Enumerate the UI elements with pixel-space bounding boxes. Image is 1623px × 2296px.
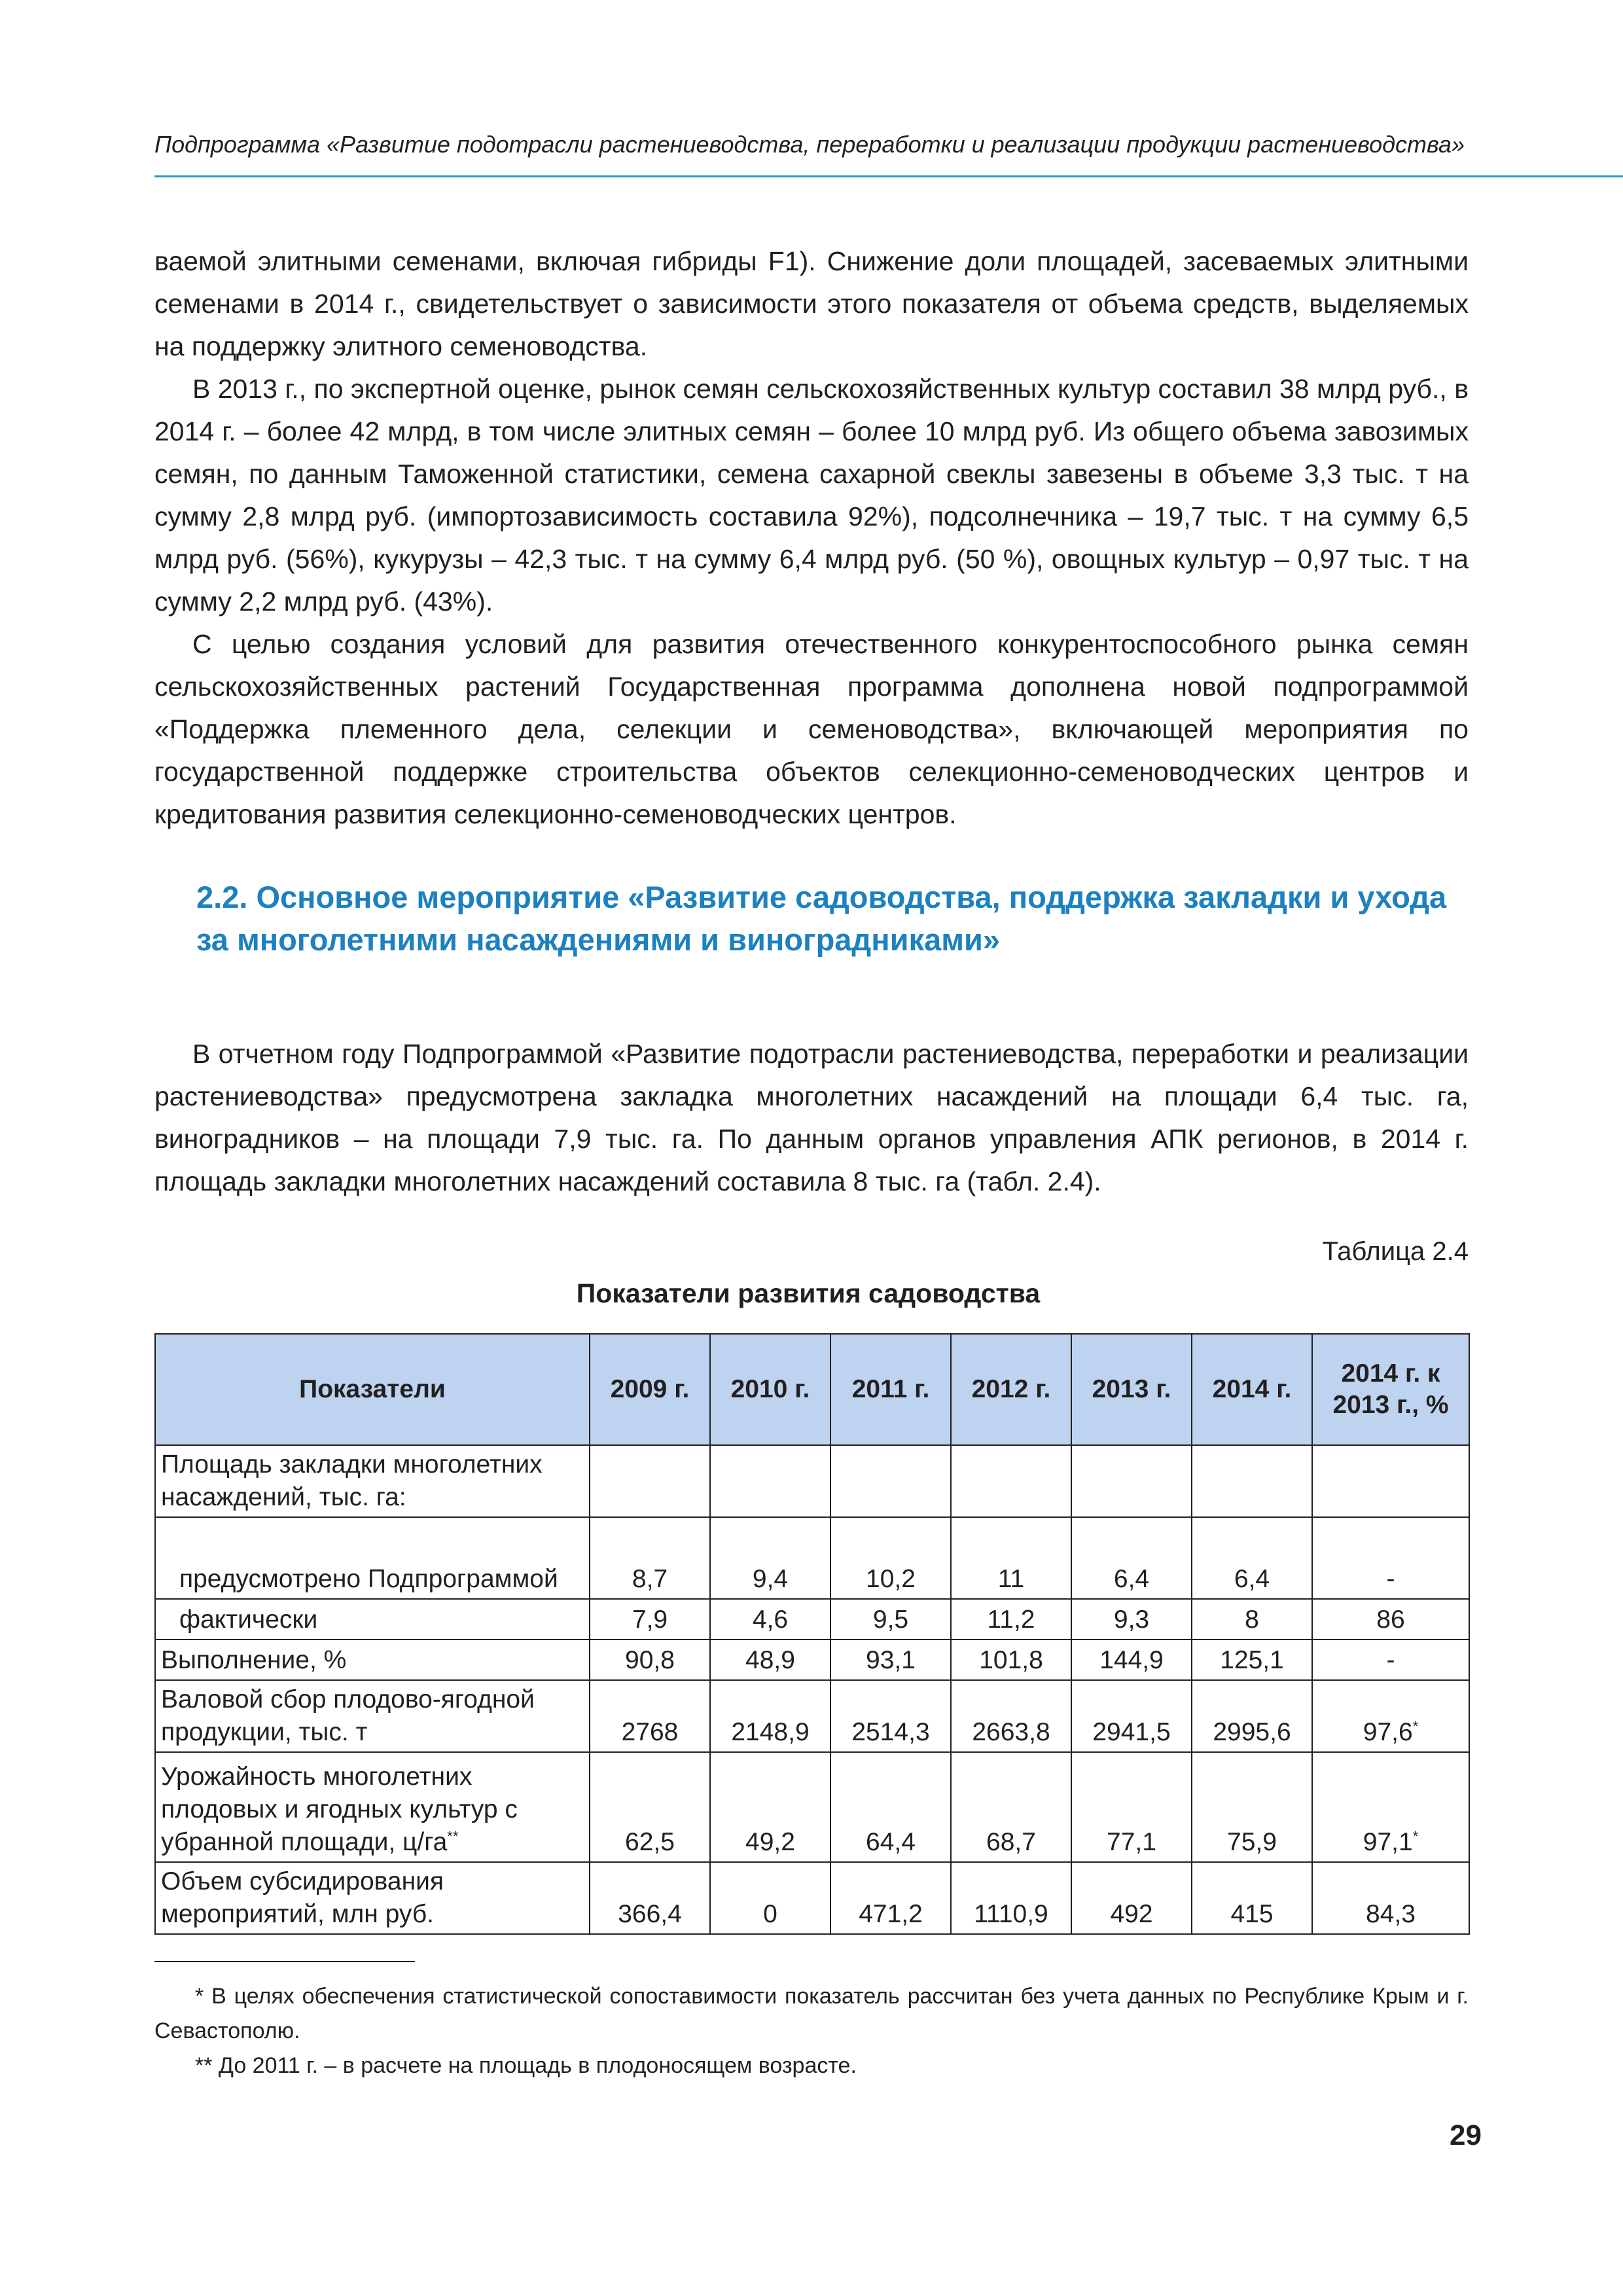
table-cell: 101,8 <box>951 1640 1071 1680</box>
table-cell <box>830 1445 951 1517</box>
table-cell: - <box>1312 1517 1469 1599</box>
section-heading: 2.2. Основное мероприятие «Развитие садоводства, поддержка закладки и ухода за многолетними насаждениями и виноградниками» <box>196 880 1447 957</box>
table-cell: 144,9 <box>1071 1640 1192 1680</box>
table-cell: 4,6 <box>710 1599 830 1640</box>
table-row <box>155 1445 1469 1517</box>
row-label-text: Урожайность многолетних плодовых и ягодных культур с убранной площади, ц/га <box>161 1763 518 1856</box>
table-cell: 75,9 <box>1192 1752 1312 1862</box>
table-cell <box>1312 1445 1469 1517</box>
row-label: предусмотрено Подпрограммой <box>155 1517 590 1599</box>
column-header: 2013 г. <box>1071 1334 1192 1445</box>
column-header: 2010 г. <box>710 1334 830 1445</box>
table-cell <box>1071 1445 1192 1517</box>
table-row <box>155 1599 1469 1640</box>
footnotes <box>154 1979 1469 2083</box>
table-cell: 1110,9 <box>951 1862 1071 1934</box>
row-label: Объем субсидирования мероприятий, млн руб. <box>155 1862 590 1934</box>
table-cell: 7,9 <box>590 1599 710 1640</box>
section-text <box>154 1033 1469 1203</box>
table-cell <box>1192 1445 1312 1517</box>
row-label <box>155 1752 590 1862</box>
table-caption: Таблица 2.4 <box>1322 1237 1469 1266</box>
intro-paragraph: С целью создания условий для развития отечественного конкурентоспособного рынка семян сельскохозяйственных растений Государственная программа дополнена новой подпрограммой «Поддержка племенного дела, селекции и семеноводства», включающей мероприятия по государственной поддержке строительства объектов селекционно-семеноводческих центров и кредитования развития селекционно-семеноводческих центров. <box>154 629 1469 829</box>
table-cell: 6,4 <box>1192 1517 1312 1599</box>
table-cell: 68,7 <box>951 1752 1071 1862</box>
table-cell: 64,4 <box>830 1752 951 1862</box>
table-cell: 48,9 <box>710 1640 830 1680</box>
intro-paragraph: ваемой элитными семенами, включая гибриды F1). Снижение доли площадей, засеваемых элитными семенами в 2014 г., свидетельствует о зависимости этого показателя от объема средств, выделяемых на поддержку элитного семеноводства. <box>154 246 1469 361</box>
table-cell <box>1312 1752 1469 1862</box>
table-cell: 8 <box>1192 1599 1312 1640</box>
cell-value: 97,1 <box>1363 1828 1413 1856</box>
table-cell: 49,2 <box>710 1752 830 1862</box>
running-header: Подпрограмма «Развитие подотрасли растениеводства, переработки и реализации продукции растениеводства» <box>154 131 1465 158</box>
table-cell: 9,5 <box>830 1599 951 1640</box>
table-cell: 84,3 <box>1312 1862 1469 1934</box>
table-row <box>155 1752 1469 1862</box>
section-paragraph: В отчетном году Подпрограммой «Развитие подотрасли растениеводства, переработки и реализации растениеводства» предусмотрена закладка многолетних насаждений на площади 6,4 тыс. га, виноградников – на площади 7,9 тыс. га. По данным органов управления АПК регионов, в 2014 г. площадь закладки многолетних насаждений составила 8 тыс. га (табл. 2.4). <box>154 1039 1469 1196</box>
footnote: ** До 2011 г. – в расчете на площадь в плодоносящем возрасте. <box>195 2053 857 2078</box>
indicators-table <box>154 1333 1470 1935</box>
footnote-marker: * <box>1412 1828 1419 1844</box>
table-title: Показатели развития садоводства <box>576 1278 1041 1308</box>
intro-text <box>154 240 1469 836</box>
column-header: 2012 г. <box>951 1334 1071 1445</box>
table-cell: 0 <box>710 1862 830 1934</box>
table-cell: 11,2 <box>951 1599 1071 1640</box>
row-label: Валовой сбор плодово-ягодной продукции, тыс. т <box>155 1680 590 1752</box>
footnote-rule <box>154 1961 415 1962</box>
footnote-marker: * <box>1412 1718 1419 1734</box>
table-cell: 86 <box>1312 1599 1469 1640</box>
table-cell: 93,1 <box>830 1640 951 1680</box>
table-cell: 2148,9 <box>710 1680 830 1752</box>
table-cell: 2995,6 <box>1192 1680 1312 1752</box>
table-cell <box>951 1445 1071 1517</box>
table-cell: 492 <box>1071 1862 1192 1934</box>
table-row <box>155 1640 1469 1680</box>
row-label: Выполнение, % <box>155 1640 590 1680</box>
table-cell: 8,7 <box>590 1517 710 1599</box>
cell-value: 97,6 <box>1363 1718 1413 1746</box>
intro-paragraph: В 2013 г., по экспертной оценке, рынок семян сельскохозяйственных культур составил 38 млрд руб., в 2014 г. – более 42 млрд, в том числе элитных семян – более 10 млрд руб. Из общего объема завозимых семян, по данным Таможенной статистики, семена сахарной свеклы завезены в объеме 3,3 тыс. т на сумму 2,8 млрд руб. (импортозависимость составила 92%), подсолнечника – 19,7 тыс. т на сумму 6,5 млрд руб. (56%), кукурузы – 42,3 тыс. т на сумму 6,4 млрд руб. (50 %), овощных культур – 0,97 тыс. т на сумму 2,2 млрд руб. (43%). <box>154 374 1469 617</box>
footnote: * В целях обеспечения статистической сопоставимости показатель рассчитан без учета данных по Республике Крым и г. Севастополю. <box>154 1984 1469 2043</box>
column-header: 2014 г. к 2013 г., % <box>1312 1334 1469 1445</box>
row-label: Площадь закладки многолетних насаждений, тыс. га: <box>155 1445 590 1517</box>
table-cell: 2514,3 <box>830 1680 951 1752</box>
table-cell: 366,4 <box>590 1862 710 1934</box>
table-row <box>155 1680 1469 1752</box>
table-cell: 77,1 <box>1071 1752 1192 1862</box>
table-row <box>155 1517 1469 1599</box>
column-header: 2014 г. <box>1192 1334 1312 1445</box>
table-cell: 9,4 <box>710 1517 830 1599</box>
header-rule <box>154 175 1623 177</box>
table-cell: 125,1 <box>1192 1640 1312 1680</box>
table-cell: 90,8 <box>590 1640 710 1680</box>
table-cell: 415 <box>1192 1862 1312 1934</box>
table-cell: 471,2 <box>830 1862 951 1934</box>
table-cell: 10,2 <box>830 1517 951 1599</box>
table-cell: 62,5 <box>590 1752 710 1862</box>
table-cell <box>1312 1680 1469 1752</box>
table-cell: 2663,8 <box>951 1680 1071 1752</box>
page-number: 29 <box>1450 2119 1482 2151</box>
column-header: 2011 г. <box>830 1334 951 1445</box>
table-cell: - <box>1312 1640 1469 1680</box>
footnote-marker: ** <box>447 1828 459 1844</box>
table-cell: 9,3 <box>1071 1599 1192 1640</box>
column-header: 2009 г. <box>590 1334 710 1445</box>
column-header: Показатели <box>155 1334 590 1445</box>
table-cell: 2941,5 <box>1071 1680 1192 1752</box>
table-cell: 2768 <box>590 1680 710 1752</box>
table-header-row <box>155 1334 1469 1445</box>
row-label: фактически <box>155 1599 590 1640</box>
table-cell <box>710 1445 830 1517</box>
table-cell <box>590 1445 710 1517</box>
table-row <box>155 1862 1469 1934</box>
table-cell: 6,4 <box>1071 1517 1192 1599</box>
table-cell: 11 <box>951 1517 1071 1599</box>
